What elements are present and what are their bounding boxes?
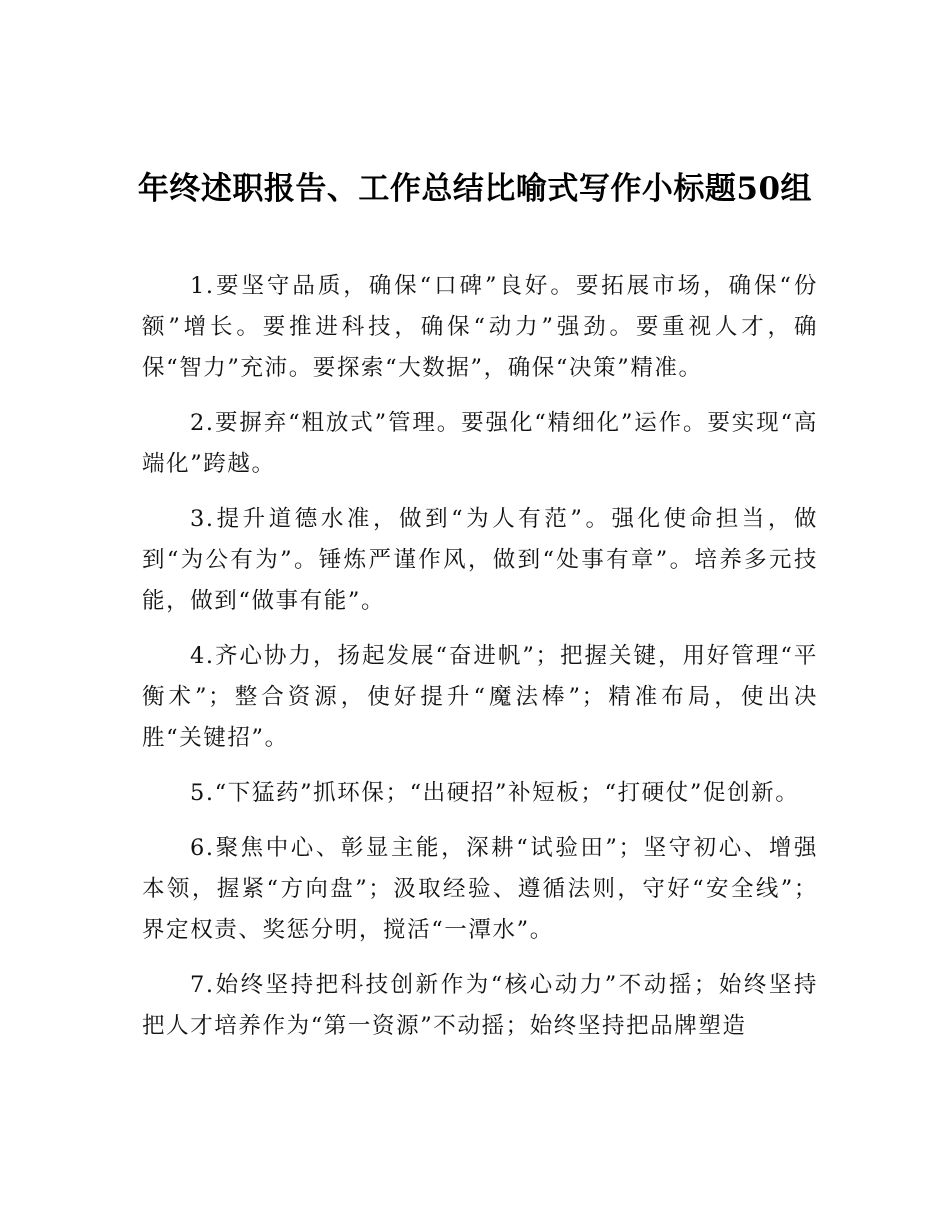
paragraph-5: 5.“下猛药”抓环保；“出硬招”补短板；“打硬仗”促创新。 — [190, 780, 800, 806]
document-title: 年终述职报告、工作总结比喻式写作小标题50组 — [137, 171, 813, 207]
paragraph-6: 6.聚焦中心、彰显主能，深耕“试验田”；坚守初心、增强本领，握紧“方向盘”；汲取经验、遵循法则，守好“安全线”；界定权责、奖惩分明，搅活“一潭水”。 — [142, 835, 818, 943]
document-body — [142, 266, 818, 1061]
paragraph-4: 4.齐心协力，扬起发展“奋进帆”；把握关键，用好管理“平衡术”；整合资源，使好提升“魔法棒”；精准布局，使出决胜“关键招”。 — [142, 643, 818, 751]
paragraph-2: 2.要摒弃“粗放式”管理。要强化“精细化”运作。要实现“高端化”跨越。 — [142, 410, 818, 477]
paragraph-1: 1.要坚守品质，确保“口碑”良好。要拓展市场，确保“份额”增长。要推进科技，确保“动力”强劲。要重视人才，确保“智力”充沛。要探索“大数据”，确保“决策”精准。 — [142, 273, 818, 381]
paragraph-7: 7.始终坚持把科技创新作为“核心动力”不动摇；始终坚持把人才培养作为“第一资源”不动摇；始终坚持把品牌塑造 — [142, 972, 818, 1039]
paragraph-3: 3.提升道德水准，做到“为人有范”。强化使命担当，做到“为公有为”。锤炼严谨作风，做到“处事有章”。培养多元技能，做到“做事有能”。 — [142, 506, 818, 614]
